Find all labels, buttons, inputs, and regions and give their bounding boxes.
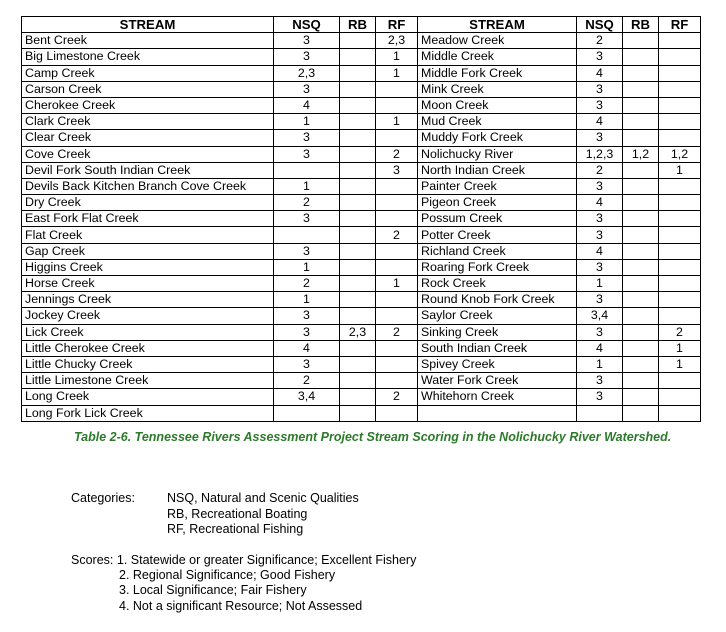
- rb-score-cell: 1,2: [623, 146, 659, 162]
- nsq-score-cell: 4: [577, 340, 623, 356]
- rf-score-cell: [659, 81, 701, 97]
- stream-name-cell: South Indian Creek: [418, 340, 577, 356]
- nsq-score-cell: 3: [577, 227, 623, 243]
- rb-score-cell: [340, 356, 376, 372]
- rf-score-cell: 1: [376, 276, 418, 292]
- rb-score-cell: [623, 324, 659, 340]
- stream-name-cell: Painter Creek: [418, 178, 577, 194]
- rf-score-cell: 1: [659, 162, 701, 178]
- nsq-score-cell: 1: [274, 178, 340, 194]
- table-row: [22, 162, 701, 178]
- stream-name-cell: Lick Creek: [22, 324, 274, 340]
- rb-score-cell: [623, 195, 659, 211]
- stream-name-cell: Mink Creek: [418, 81, 577, 97]
- stream-name-cell: Dry Creek: [22, 195, 274, 211]
- stream-name-cell: Rock Creek: [418, 276, 577, 292]
- score-item-first: [71, 553, 416, 568]
- rb-score-cell: [623, 65, 659, 81]
- nsq-score-cell: [274, 227, 340, 243]
- stream-name-cell: Cove Creek: [22, 146, 274, 162]
- rf-score-cell: [376, 81, 418, 97]
- rf-score-cell: [659, 373, 701, 389]
- column-header: STREAM: [418, 17, 577, 33]
- categories-label: Categories:: [71, 491, 135, 505]
- rb-score-cell: [340, 211, 376, 227]
- stream-name-cell: Camp Creek: [22, 65, 274, 81]
- rf-score-cell: 1: [376, 114, 418, 130]
- stream-name-cell: Flat Creek: [22, 227, 274, 243]
- rb-score-cell: [623, 292, 659, 308]
- rf-score-cell: 1: [659, 356, 701, 372]
- rf-score-cell: [376, 405, 418, 421]
- empty-cell: [418, 405, 577, 421]
- nsq-score-cell: 1: [274, 259, 340, 275]
- score-item: 2. Regional Significance; Good Fishery: [119, 568, 336, 583]
- stream-name-cell: Horse Creek: [22, 276, 274, 292]
- stream-name-cell: East Fork Flat Creek: [22, 211, 274, 227]
- rb-score-cell: [623, 49, 659, 65]
- rb-score-cell: [340, 276, 376, 292]
- nsq-score-cell: 1,2,3: [577, 146, 623, 162]
- stream-name-cell: Carson Creek: [22, 81, 274, 97]
- stream-name-cell: Middle Creek: [418, 49, 577, 65]
- column-header: RF: [659, 17, 701, 33]
- rf-score-cell: 2: [659, 324, 701, 340]
- rf-score-cell: [659, 389, 701, 405]
- stream-name-cell: Jockey Creek: [22, 308, 274, 324]
- nsq-score-cell: 3: [274, 33, 340, 49]
- nsq-score-cell: 3,4: [274, 389, 340, 405]
- stream-name-cell: Nolichucky River: [418, 146, 577, 162]
- nsq-score-cell: 2,3: [274, 65, 340, 81]
- nsq-score-cell: 1: [274, 292, 340, 308]
- stream-name-cell: Moon Creek: [418, 97, 577, 113]
- nsq-score-cell: 2: [274, 195, 340, 211]
- rb-score-cell: [340, 130, 376, 146]
- column-header: RF: [376, 17, 418, 33]
- table-caption: Table 2-6. Tennessee Rivers Assessment Project Stream Scoring in the Nolichucky River Watershed.: [74, 430, 672, 444]
- score-item: 1. Statewide or greater Significance; Excellent Fishery: [116, 553, 417, 567]
- stream-name-cell: Spivey Creek: [418, 356, 577, 372]
- rb-score-cell: [340, 97, 376, 113]
- rb-score-cell: [340, 65, 376, 81]
- table-row: [22, 340, 701, 356]
- table-row: [22, 373, 701, 389]
- table-row: [22, 211, 701, 227]
- table-row: [22, 292, 701, 308]
- stream-name-cell: Big Limestone Creek: [22, 49, 274, 65]
- table-row: [22, 81, 701, 97]
- rb-score-cell: [340, 81, 376, 97]
- rf-score-cell: [659, 130, 701, 146]
- rf-score-cell: [659, 276, 701, 292]
- rf-score-cell: [376, 308, 418, 324]
- nsq-score-cell: 3: [274, 81, 340, 97]
- rb-score-cell: [340, 308, 376, 324]
- stream-scoring-table: [21, 16, 701, 422]
- nsq-score-cell: 3: [274, 308, 340, 324]
- nsq-score-cell: 3: [274, 211, 340, 227]
- rf-score-cell: 1: [376, 49, 418, 65]
- nsq-score-cell: 3: [577, 130, 623, 146]
- nsq-score-cell: 4: [577, 195, 623, 211]
- nsq-score-cell: 3: [274, 324, 340, 340]
- stream-name-cell: Little Cherokee Creek: [22, 340, 274, 356]
- rb-score-cell: [623, 243, 659, 259]
- stream-name-cell: North Indian Creek: [418, 162, 577, 178]
- nsq-score-cell: 3: [577, 178, 623, 194]
- nsq-score-cell: 3: [274, 49, 340, 65]
- stream-name-cell: Whitehorn Creek: [418, 389, 577, 405]
- table-row: [22, 97, 701, 113]
- rb-score-cell: [623, 373, 659, 389]
- rf-score-cell: [659, 178, 701, 194]
- rf-score-cell: [376, 292, 418, 308]
- rb-score-cell: [623, 259, 659, 275]
- nsq-score-cell: 4: [577, 243, 623, 259]
- nsq-score-cell: 4: [577, 65, 623, 81]
- rb-score-cell: [623, 33, 659, 49]
- rb-score-cell: [340, 259, 376, 275]
- rf-score-cell: [659, 308, 701, 324]
- column-header: NSQ: [577, 17, 623, 33]
- nsq-score-cell: 4: [274, 97, 340, 113]
- table-row: [22, 130, 701, 146]
- stream-name-cell: Little Limestone Creek: [22, 373, 274, 389]
- rf-score-cell: 3: [376, 162, 418, 178]
- rb-score-cell: [623, 114, 659, 130]
- stream-name-cell: Long Fork Lick Creek: [22, 405, 274, 421]
- rf-score-cell: [659, 195, 701, 211]
- rf-score-cell: [659, 97, 701, 113]
- nsq-score-cell: 2: [577, 162, 623, 178]
- stream-name-cell: Bent Creek: [22, 33, 274, 49]
- column-header: NSQ: [274, 17, 340, 33]
- nsq-score-cell: 3: [577, 259, 623, 275]
- nsq-score-cell: 3: [274, 146, 340, 162]
- rf-score-cell: [376, 178, 418, 194]
- table-row: [22, 405, 701, 421]
- table-body: [22, 33, 701, 422]
- scores-label: Scores:: [71, 553, 114, 567]
- rb-score-cell: [340, 405, 376, 421]
- stream-name-cell: Potter Creek: [418, 227, 577, 243]
- rb-score-cell: [623, 227, 659, 243]
- rb-score-cell: [340, 162, 376, 178]
- rf-score-cell: [659, 114, 701, 130]
- rb-score-cell: [340, 49, 376, 65]
- rb-score-cell: [623, 130, 659, 146]
- stream-name-cell: Clark Creek: [22, 114, 274, 130]
- rb-score-cell: [623, 97, 659, 113]
- stream-name-cell: Middle Fork Creek: [418, 65, 577, 81]
- nsq-score-cell: 3: [577, 211, 623, 227]
- rf-score-cell: [376, 211, 418, 227]
- nsq-score-cell: 1: [577, 276, 623, 292]
- rb-score-cell: [623, 162, 659, 178]
- rf-score-cell: [659, 65, 701, 81]
- empty-cell: [577, 405, 623, 421]
- rf-score-cell: [659, 259, 701, 275]
- table-row: [22, 195, 701, 211]
- stream-name-cell: Cherokee Creek: [22, 97, 274, 113]
- table-row: [22, 276, 701, 292]
- stream-name-cell: Pigeon Creek: [418, 195, 577, 211]
- nsq-score-cell: 3: [274, 130, 340, 146]
- stream-name-cell: Higgins Creek: [22, 259, 274, 275]
- rb-score-cell: [623, 178, 659, 194]
- scores-legend: [71, 553, 416, 614]
- nsq-score-cell: 3: [577, 373, 623, 389]
- rb-score-cell: [623, 211, 659, 227]
- nsq-score-cell: 3: [577, 49, 623, 65]
- nsq-score-cell: 1: [274, 114, 340, 130]
- nsq-score-cell: 4: [274, 340, 340, 356]
- rb-score-cell: [623, 81, 659, 97]
- rf-score-cell: [376, 130, 418, 146]
- categories-list: [167, 491, 359, 538]
- rf-score-cell: [376, 373, 418, 389]
- rf-score-cell: 2: [376, 146, 418, 162]
- category-item: RB, Recreational Boating: [167, 506, 308, 521]
- score-item: 4. Not a significant Resource; Not Assessed: [119, 598, 363, 613]
- table-row: [22, 178, 701, 194]
- stream-name-cell: Possum Creek: [418, 211, 577, 227]
- stream-name-cell: Muddy Fork Creek: [418, 130, 577, 146]
- nsq-score-cell: 2: [274, 276, 340, 292]
- rf-score-cell: [376, 259, 418, 275]
- stream-name-cell: Water Fork Creek: [418, 373, 577, 389]
- nsq-score-cell: 3: [577, 81, 623, 97]
- nsq-score-cell: 3: [274, 356, 340, 372]
- rf-score-cell: 1: [376, 65, 418, 81]
- nsq-score-cell: 3: [577, 324, 623, 340]
- rb-score-cell: [340, 389, 376, 405]
- rb-score-cell: [340, 33, 376, 49]
- rf-score-cell: 2: [376, 389, 418, 405]
- stream-name-cell: Devil Fork South Indian Creek: [22, 162, 274, 178]
- nsq-score-cell: 3: [274, 243, 340, 259]
- empty-cell: [623, 405, 659, 421]
- rf-score-cell: [659, 49, 701, 65]
- rf-score-cell: [659, 292, 701, 308]
- rf-score-cell: [659, 33, 701, 49]
- stream-name-cell: Devils Back Kitchen Branch Cove Creek: [22, 178, 274, 194]
- stream-name-cell: Clear Creek: [22, 130, 274, 146]
- rb-score-cell: [340, 146, 376, 162]
- rf-score-cell: [376, 97, 418, 113]
- rf-score-cell: 2: [376, 324, 418, 340]
- rb-score-cell: [340, 292, 376, 308]
- rf-score-cell: [659, 227, 701, 243]
- stream-name-cell: Meadow Creek: [418, 33, 577, 49]
- table-row: [22, 146, 701, 162]
- nsq-score-cell: 3: [577, 292, 623, 308]
- table-row: [22, 33, 701, 49]
- nsq-score-cell: 3: [577, 389, 623, 405]
- rb-score-cell: [623, 356, 659, 372]
- rb-score-cell: [340, 243, 376, 259]
- rf-score-cell: [376, 195, 418, 211]
- stream-name-cell: Jennings Creek: [22, 292, 274, 308]
- table-row: [22, 389, 701, 405]
- category-item: RF, Recreational Fishing: [167, 522, 304, 536]
- table-row: [22, 227, 701, 243]
- rf-score-cell: [376, 340, 418, 356]
- table-row: [22, 243, 701, 259]
- nsq-score-cell: 3: [577, 97, 623, 113]
- rb-score-cell: [340, 195, 376, 211]
- score-item: 3. Local Significance; Fair Fishery: [119, 583, 307, 598]
- nsq-score-cell: 1: [577, 356, 623, 372]
- stream-name-cell: Gap Creek: [22, 243, 274, 259]
- stream-name-cell: Saylor Creek: [418, 308, 577, 324]
- column-header: RB: [623, 17, 659, 33]
- nsq-score-cell: 2: [577, 33, 623, 49]
- stream-name-cell: Little Chucky Creek: [22, 356, 274, 372]
- rb-score-cell: [340, 340, 376, 356]
- rb-score-cell: [340, 373, 376, 389]
- column-header: STREAM: [22, 17, 274, 33]
- rf-score-cell: [376, 356, 418, 372]
- rb-score-cell: [623, 389, 659, 405]
- rf-score-cell: [659, 243, 701, 259]
- rb-score-cell: [340, 178, 376, 194]
- table-row: [22, 65, 701, 81]
- rf-score-cell: 1: [659, 340, 701, 356]
- rb-score-cell: [623, 308, 659, 324]
- nsq-score-cell: 2: [274, 373, 340, 389]
- table-row: [22, 324, 701, 340]
- column-header: RB: [340, 17, 376, 33]
- rf-score-cell: [659, 211, 701, 227]
- stream-name-cell: Mud Creek: [418, 114, 577, 130]
- nsq-score-cell: 3,4: [577, 308, 623, 324]
- rb-score-cell: [623, 340, 659, 356]
- table-row: [22, 259, 701, 275]
- stream-name-cell: Sinking Creek: [418, 324, 577, 340]
- rf-score-cell: 2: [376, 227, 418, 243]
- stream-name-cell: Richland Creek: [418, 243, 577, 259]
- rb-score-cell: [340, 114, 376, 130]
- empty-cell: [659, 405, 701, 421]
- rb-score-cell: [623, 276, 659, 292]
- rf-score-cell: 2,3: [376, 33, 418, 49]
- stream-name-cell: Round Knob Fork Creek: [418, 292, 577, 308]
- rf-score-cell: [376, 243, 418, 259]
- nsq-score-cell: [274, 405, 340, 421]
- rf-score-cell: 1,2: [659, 146, 701, 162]
- category-item: NSQ, Natural and Scenic Qualities: [167, 491, 359, 505]
- rb-score-cell: 2,3: [340, 324, 376, 340]
- table-header-row: [22, 17, 701, 33]
- table-row: [22, 308, 701, 324]
- stream-name-cell: Roaring Fork Creek: [418, 259, 577, 275]
- table-row: [22, 356, 701, 372]
- stream-name-cell: Long Creek: [22, 389, 274, 405]
- nsq-score-cell: 4: [577, 114, 623, 130]
- table-row: [22, 114, 701, 130]
- rb-score-cell: [340, 227, 376, 243]
- table-row: [22, 49, 701, 65]
- nsq-score-cell: [274, 162, 340, 178]
